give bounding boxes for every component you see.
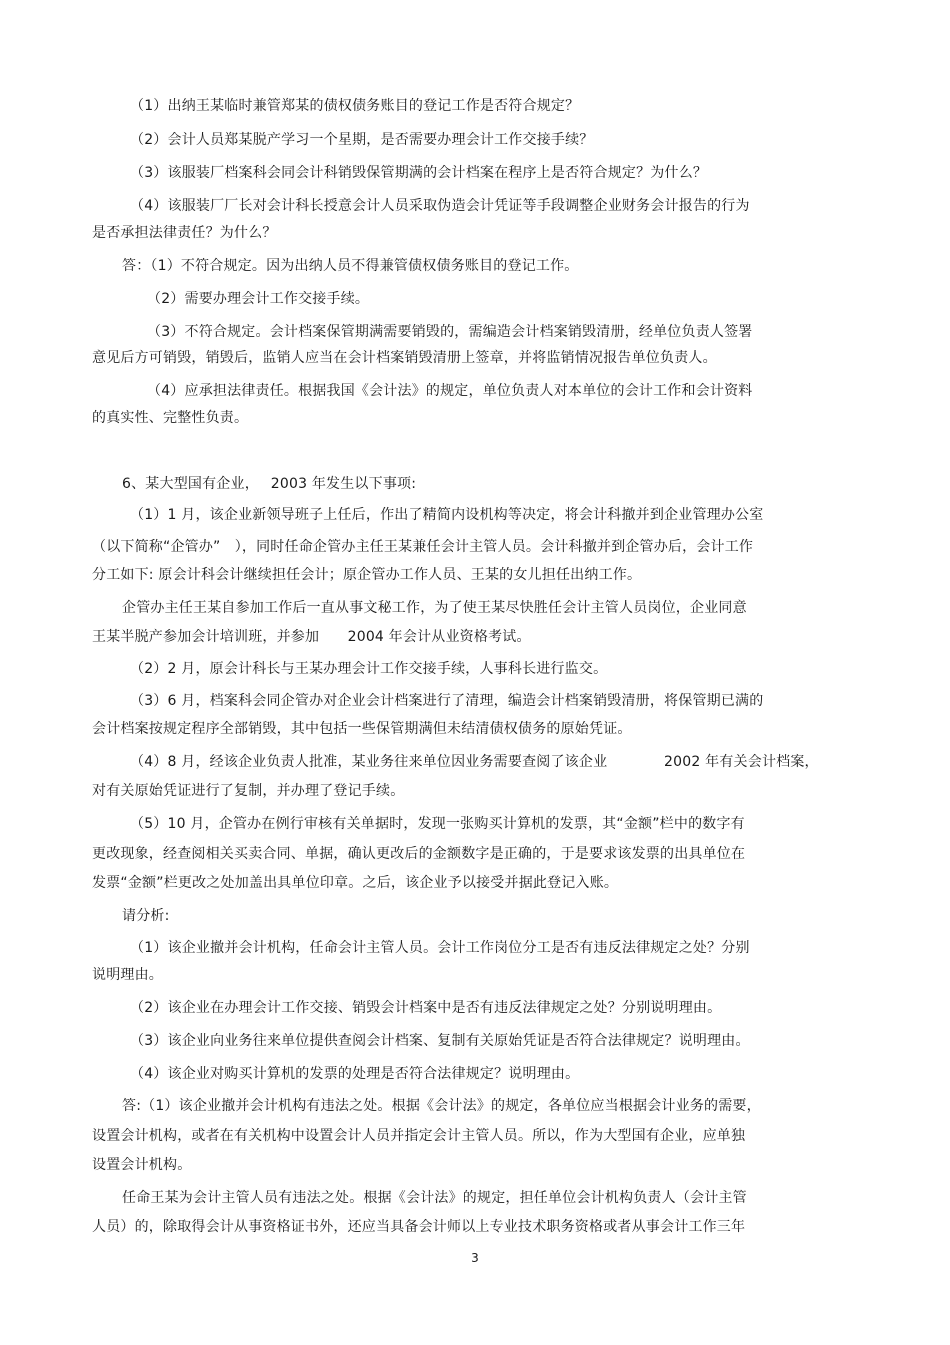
- text-line: 发票“金额”栏更改之处加盖出具单位印章。之后，该企业予以接受并据此登记入账。: [92, 875, 619, 891]
- text-line: （以下简称“企管办” ），同时任命企管办主任王某兼任会计主管人员。会计科撤并到企管办后，会计工作: [92, 539, 754, 555]
- text-line: （5）10 月，企管办在例行审核有关单据时，发现一张购买计算机的发票，其“金额”栏中的数字有: [130, 816, 745, 832]
- text-line: 说明理由。: [92, 967, 163, 983]
- text-line: 企管办主任王某自参加工作后一直从事文秘工作，为了使王某尽快胜任会计主管人员岗位，企业同意: [122, 600, 747, 616]
- text-line: 6、某大型国有企业， 2003 年发生以下事项:: [122, 476, 417, 492]
- text-line: 答：（1）不符合规定。因为出纳人员不得兼管债权债务账目的登记工作。: [122, 258, 579, 274]
- text-line: 的真实性、完整性负责。: [92, 410, 249, 426]
- text-line: （4）该企业对购买计算机的发票的处理是否符合法律规定？说明理由。: [130, 1066, 580, 1082]
- text-line: （3）该服装厂档案科会同会计科销毁保管期满的会计档案在程序上是否符合规定？为什么？: [130, 165, 708, 181]
- text-line: 人员）的，除取得会计从事资格证书外，还应当具备会计师以上专业技术职务资格或者从事会计工作三年: [92, 1219, 746, 1235]
- text-line: （3）6 月，档案科会同企管办对企业会计档案进行了清理，编造会计档案销毁清册，将保管期已满的: [130, 693, 764, 709]
- text-line: （1）1 月，该企业新领导班子上任后，作出了精简内设机构等决定，将会计科撤并到企业管理办公室: [130, 507, 764, 523]
- page-number: 3: [471, 1251, 479, 1265]
- text-line: （2）2 月，原会计科长与王某办理会计工作交接手续，人事科长进行监交。: [130, 661, 608, 677]
- text-line: 王某半脱产参加会计培训班，并参加 2004 年会计从业资格考试。: [92, 629, 531, 645]
- text-line: （3）不符合规定。会计档案保管期满需要销毁的，需编造会计档案销毁清册，经单位负责人签署: [147, 324, 753, 340]
- text-line: （4）8 月，经该企业负责人批准，某业务往来单位因业务需要查阅了该企业 2002 年有关会计档案，: [130, 754, 819, 770]
- text-line: 设置会计机构，或者在有关机构中设置会计人员并指定会计主管人员。所以，作为大型国有企业，应单独: [92, 1128, 746, 1144]
- text-line: （2）该企业在办理会计工作交接、销毁会计档案中是否有违反法律规定之处？分别说明理由。: [130, 1000, 722, 1016]
- text-line: 分工如下: 原会计科会计继续担任会计；原企管办工作人员、王某的女儿担任出纳工作。: [92, 567, 642, 583]
- text-line: 意见后方可销毁，销毁后，监销人应当在会计档案销毁清册上签章，并将监销情况报告单位负责人。: [92, 350, 717, 366]
- text-line: 对有关原始凭证进行了复制，并办理了登记手续。: [92, 783, 405, 799]
- text-line: 请分析:: [122, 908, 170, 924]
- text-line: 答:（1）该企业撤并会计机构有违法之处。根据《会计法》的规定，各单位应当根据会计业务的需要，: [122, 1098, 761, 1114]
- text-line: 会计档案按规定程序全部销毁，其中包括一些保管期满但未结清债权债务的原始凭证。: [92, 721, 632, 737]
- text-line: （1）出纳王某临时兼管郑某的债权债务账目的登记工作是否符合规定？: [130, 98, 580, 114]
- text-line: 任命王某为会计主管人员有违法之处。根据《会计法》的规定，担任单位会计机构负责人（会计主管: [122, 1190, 747, 1206]
- text-line: （3）该企业向业务往来单位提供查阅会计档案、复制有关原始凭证是否符合法律规定？说明理由。: [130, 1033, 750, 1049]
- text-line: 是否承担法律责任？为什么？: [92, 225, 277, 241]
- text-line: 更改现象，经查阅相关买卖合同、单据，确认更改后的金额数字是正确的，于是要求该发票的出具单位在: [92, 846, 746, 862]
- text-line: 设置会计机构。: [92, 1157, 192, 1173]
- text-line: （2）需要办理会计工作交接手续。: [147, 291, 370, 307]
- text-line: （4）该服装厂厂长对会计科长授意会计人员采取伪造会计凭证等手段调整企业财务会计报告的行为: [130, 198, 750, 214]
- text-line: （4）应承担法律责任。根据我国《会计法》的规定，单位负责人对本单位的会计工作和会计资料: [147, 383, 753, 399]
- text-line: （2）会计人员郑某脱产学习一个星期，是否需要办理会计工作交接手续？: [130, 132, 594, 148]
- text-line: （1）该企业撤并会计机构，任命会计主管人员。会计工作岗位分工是否有违反法律规定之处？分别: [130, 940, 750, 956]
